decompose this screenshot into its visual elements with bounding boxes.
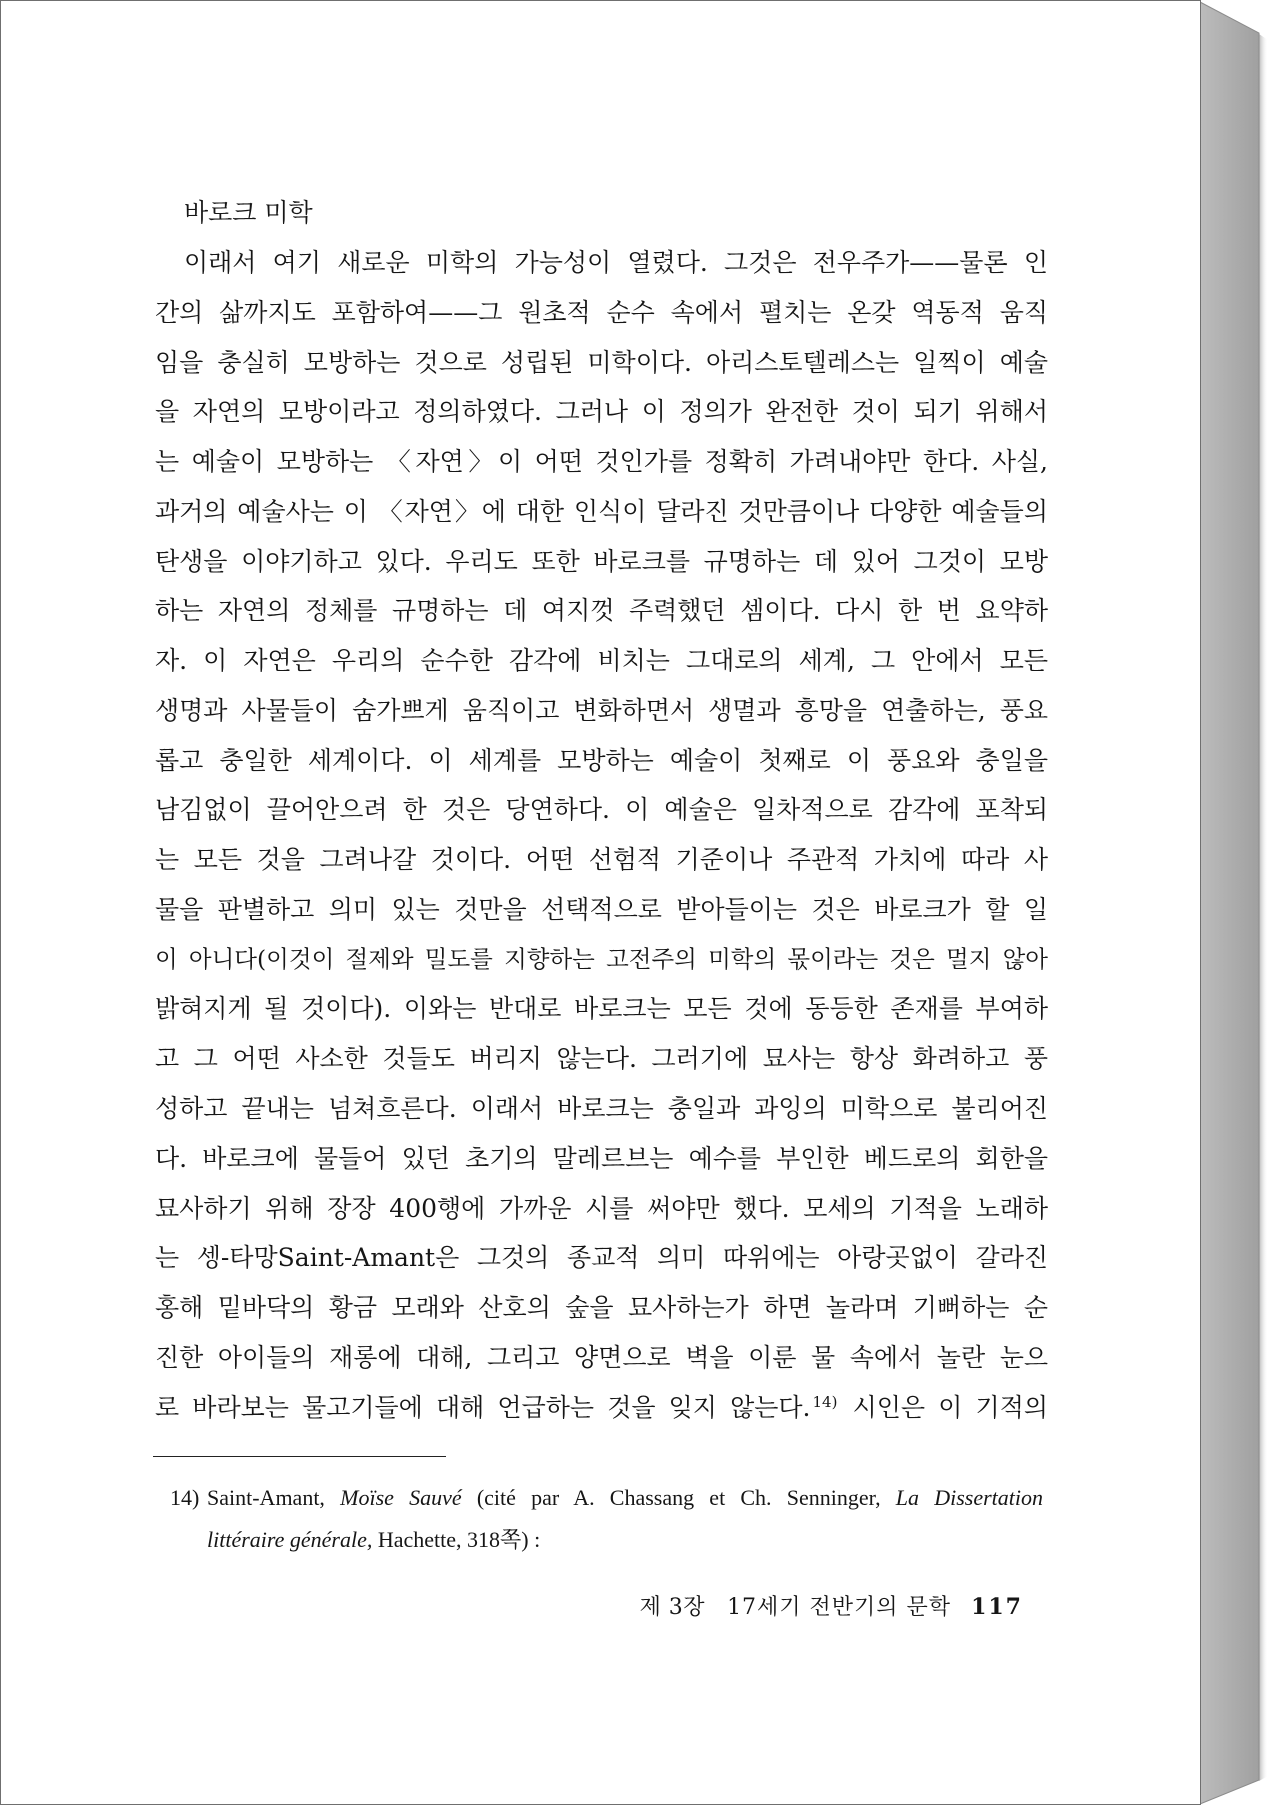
- book-edge: [1200, 2, 1259, 1804]
- body-line: 간의 삶까지도 포함하여——그 원초적 순수 속에서 펼치는 온갖 역동적 움직: [155, 297, 1048, 327]
- body-line: 고 그 어떤 사소한 것들도 버리지 않는다. 그러기에 묘사는 항상 화려하고 풍: [155, 1044, 1048, 1074]
- body-line: 묘사하기 위해 장장 400행에 가까운 시를 써야만 했다. 모세의 기적을 노래하: [155, 1193, 1048, 1223]
- footnote-work-title: Moïse Sauvé: [340, 1485, 462, 1510]
- body-line: 을 자연의 모방이라고 정의하였다. 그러나 이 정의가 완전한 것이 되기 위해서: [155, 397, 1048, 427]
- section-title: 바로크 미학: [184, 198, 313, 227]
- body-line: 이래서 여기 새로운 미학의 가능성이 열렸다. 그것은 전우주가——물론 인: [184, 248, 1048, 277]
- body-line: 물을 판별하고 의미 있는 것만을 선택적으로 받아들이는 것은 바로크가 할 일: [155, 894, 1048, 924]
- footnote-number: 14): [170, 1485, 200, 1510]
- body-line: 자. 이 자연은 우리의 순수한 감각에 비치는 그대로의 세계, 그 안에서 모든: [155, 646, 1048, 676]
- footnote-citation: (cité par A. Chassang et Ch. Senninger,: [461, 1485, 896, 1510]
- body-line: 홍해 밑바닥의 황금 모래와 산호의 숲을 묘사하는가 하면 놀라며 기뻐하는 순: [155, 1293, 1048, 1323]
- last-line-text: 로 바라보는 물고기들에 대해 언급하는 것을 잊지 않는다.: [155, 1392, 811, 1422]
- footnote-publisher: Hachette, 318쪽) :: [372, 1527, 541, 1552]
- footnote-reference[interactable]: 14): [812, 1392, 838, 1411]
- body-line: 밝혀지게 될 것이다). 이와는 반대로 바로크는 모든 것에 동등한 존재를 부여하: [155, 994, 1048, 1024]
- page-number: 117: [971, 1594, 1023, 1620]
- last-line-continuation: 시인은 이 기적의: [839, 1392, 1048, 1422]
- footnote-book-title: La Dissertation: [895, 1485, 1044, 1510]
- body-line: 이 아니다(이것이 절제와 밀도를 지향하는 고전주의 미학의 몫이라는 것은 멀지 않아: [155, 944, 1048, 973]
- body-paragraph: [155, 238, 1048, 1432]
- chapter-title: 17세기 전반기의 문학: [727, 1595, 952, 1620]
- body-line: 다. 바로크에 물들어 있던 초기의 말레르브는 예수를 부인한 베드로의 회한을: [155, 1143, 1048, 1173]
- body-line: 탄생을 이야기하고 있다. 우리도 또한 바로크를 규명하는 데 있어 그것이 모방: [155, 546, 1048, 576]
- footnote-book-title-cont: littéraire générale,: [207, 1527, 373, 1552]
- body-line: 하는 자연의 정체를 규명하는 데 여지껏 주력했던 셈이다. 다시 한 번 요약하: [155, 596, 1048, 626]
- body-line: 생명과 사물들이 숨가쁘게 움직이고 변화하면서 생멸과 흥망을 연출하는, 풍요: [155, 695, 1048, 725]
- body-line: 진한 아이들의 재롱에 대해, 그리고 양면으로 벽을 이룬 물 속에서 놀란 눈으: [155, 1342, 1048, 1372]
- body-line: 남김없이 끌어안으려 한 것은 당연하다. 이 예술은 일차적으로 감각에 포착되: [155, 795, 1048, 825]
- footnote-line: [207, 1519, 1043, 1561]
- body-line: 성하고 끝내는 넘쳐흐른다. 이래서 바로크는 충일과 과잉의 미학으로 불리어진: [155, 1094, 1048, 1124]
- body-line: 과거의 예술사는 이 〈자연〉에 대한 인식이 달라진 것만큼이나 다양한 예술들의: [155, 496, 1048, 526]
- running-footer: [540, 1586, 1023, 1628]
- footnote-line: [207, 1477, 1043, 1519]
- chapter-number: 제 3장: [639, 1595, 706, 1620]
- body-line: 는 모든 것을 그려나갈 것이다. 어떤 선험적 기준이나 주관적 가치에 따라 사: [155, 845, 1048, 875]
- footnote-rule: [153, 1456, 446, 1457]
- footnote-author: Saint-Amant,: [207, 1485, 341, 1510]
- body-line: 는 예술이 모방하는 〈자연〉이 어떤 것인가를 정확히 가려내야만 한다. 사실,: [155, 447, 1048, 477]
- body-line-last: [155, 1383, 1048, 1433]
- body-line: 는 셍-타망Saint-Amant은 그것의 종교적 의미 따위에는 아랑곳없이 갈라진: [155, 1243, 1048, 1273]
- body-line: 롭고 충일한 세계이다. 이 세계를 모방하는 예술이 첫째로 이 풍요와 충일을: [155, 745, 1048, 775]
- body-line: 임을 충실히 모방하는 것으로 성립된 미학이다. 아리스토텔레스는 일찍이 예술: [155, 347, 1048, 377]
- edge-shadow: [1259, 34, 1268, 1781]
